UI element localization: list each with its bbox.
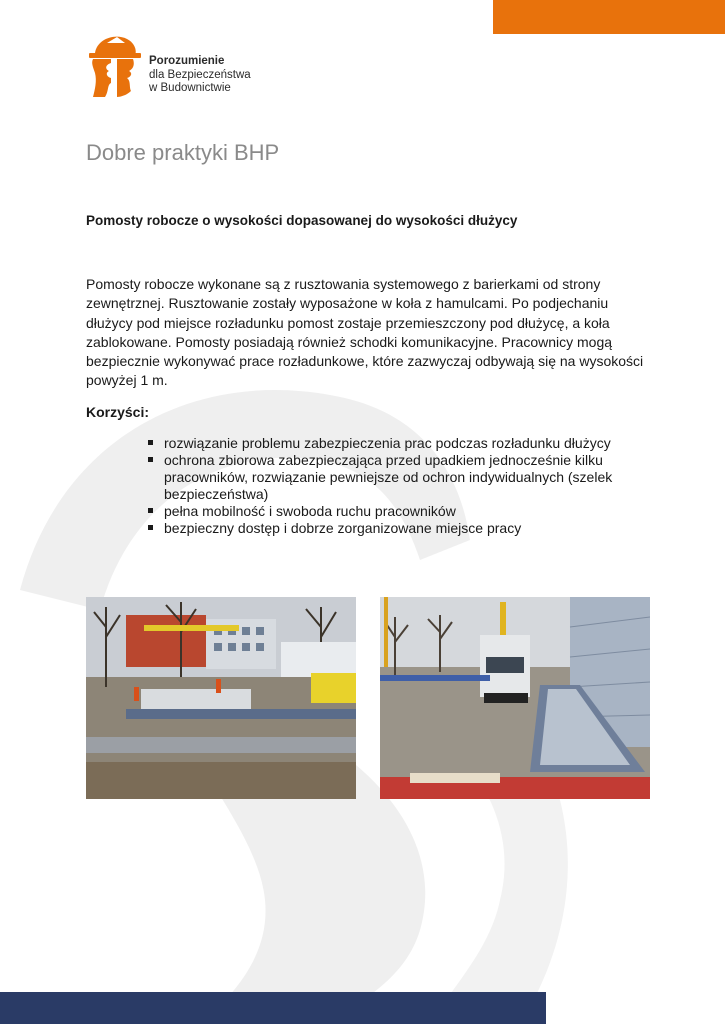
hardhat-profile-logo: [87, 33, 147, 99]
benefit-item: rozwiązanie problemu zabezpieczenia prac podczas rozładunku dłużycy: [148, 435, 648, 452]
top-accent-bar: [493, 0, 725, 34]
benefits-list: [148, 435, 648, 536]
construction-site-crane-platform-photo: [86, 597, 356, 799]
benefit-item: pełna mobilność i swoboda ruchu pracowników: [148, 503, 648, 520]
benefit-item: ochrona zbiorowa zabezpieczająca przed upadkiem jednocześnie kilku pracowników, rozwiązanie pewniejsze od ochron indywidualnych (szelek bezpieczeństwa): [148, 452, 648, 503]
benefits-heading: Korzyści:: [86, 404, 150, 420]
description-paragraph: Pomosty robocze wykonane są z rusztowania systemowego z barierkami od strony zewnętrznej. Rusztowanie zostały wyposażone w koła z hamulcami. Po podjechaniu dłużycy pod miejsce rozładunku pomost zostaje przemieszczony pod dłużycę, a koła zablokowane. Pomosty posiadają również schodki komunikacyjne. Pracownicy mogą bezpiecznie wykonywać prace rozładunkowe, które zazwyczaj odbywają się na wysokości powyżej 1 m.: [86, 276, 644, 389]
truck-unloading-platform-photo: [380, 597, 650, 799]
benefit-item: bezpieczny dostęp i dobrze zorganizowane miejsce pracy: [148, 520, 648, 537]
org-name-line3: w Budownictwie: [149, 82, 231, 94]
footer-bar: [0, 992, 546, 1024]
org-name-line2: dla Bezpieczeństwa: [149, 68, 251, 81]
document-subtitle: Pomosty robocze o wysokości dopasowanej do wysokości dłużycy: [86, 213, 518, 228]
org-name-line1: Porozumienie: [149, 55, 225, 67]
page-title: Dobre praktyki BHP: [86, 140, 280, 165]
organization-name: [149, 55, 251, 96]
